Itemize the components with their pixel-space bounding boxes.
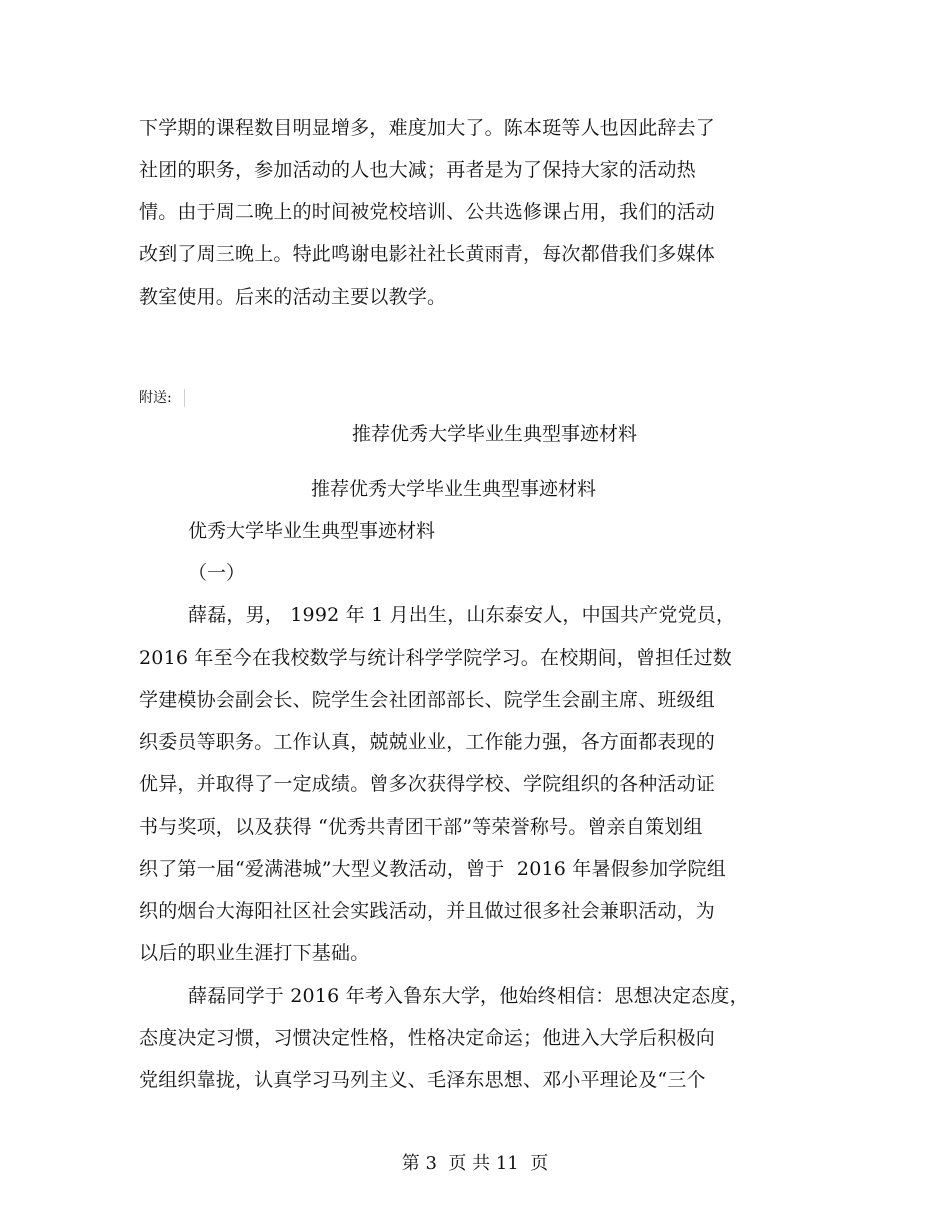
attachment-label: 附送: — [139, 389, 185, 407]
body-line-12: 党组织靠拢，认真学习马列主义、毛泽东思想、邓小平理论及“三个 — [139, 1069, 706, 1091]
body-line-2: 2016 年至今在我校数学与统计科学学院学习。在校期间，曾担任过数 — [139, 647, 732, 669]
body-line-7: 织了第一届“爱满港城”大型义教活动，曾于 2016 年暑假参加学院组 — [139, 858, 726, 880]
body-line-11: 态度决定习惯，习惯决定性格，性格决定命运；他进入大学后积极向 — [139, 1027, 716, 1049]
body-line-10: 薛磊同学于 2016 年考入鲁东大学，他始终相信：思想决定态度， — [188, 985, 749, 1007]
body-line-8: 织的烟台大海阳社区社会实践活动，并且做过很多社会兼职活动，为 — [139, 900, 716, 922]
body-line-4: 织委员等职务。工作认真，兢兢业业，工作能力强，各方面都表现的 — [139, 731, 716, 753]
small-title: 推荐优秀大学毕业生典型事迹材料 — [352, 423, 638, 445]
main-title: 推荐优秀大学毕业生典型事迹材料 — [311, 478, 597, 500]
body-line-1: 薛磊，男， 1992 年 1 月出生，山东泰安人，中国共产党党员， — [188, 604, 736, 626]
intro-line-5: 教室使用。后来的活动主要以教学。 — [139, 286, 447, 308]
page-number-footer: 第 3 页 共 11 页 — [401, 1153, 549, 1174]
body-line-6: 书与奖项，以及获得 “优秀共青团干部”等荣誉称号。曾亲自策划组 — [139, 816, 703, 838]
body-line-5: 优异，并取得了一定成绩。曾多次获得学校、学院组织的各种活动证 — [139, 773, 716, 795]
sub-title: 优秀大学毕业生典型事迹材料 — [188, 520, 436, 542]
intro-line-4: 改到了周三晚上。特此鸣谢电影社社长黄雨青，每次都借我们多媒体 — [139, 243, 716, 265]
intro-line-3: 情。由于周二晚上的时间被党校培训、公共选修课占用，我们的活动 — [139, 201, 716, 223]
body-line-3: 学建模协会副会长、院学生会社团部部长、院学生会副主席、班级组 — [139, 689, 716, 711]
section-marker: （一） — [188, 562, 246, 584]
intro-line-2: 社团的职务，参加活动的人也大减；再者是为了保持大家的活动热 — [139, 159, 696, 181]
intro-line-1: 下学期的课程数目明显增多，难度加大了。陈本珽等人也因此辞去了 — [139, 117, 716, 139]
body-line-9: 以后的职业生涯打下基础。 — [139, 942, 370, 964]
